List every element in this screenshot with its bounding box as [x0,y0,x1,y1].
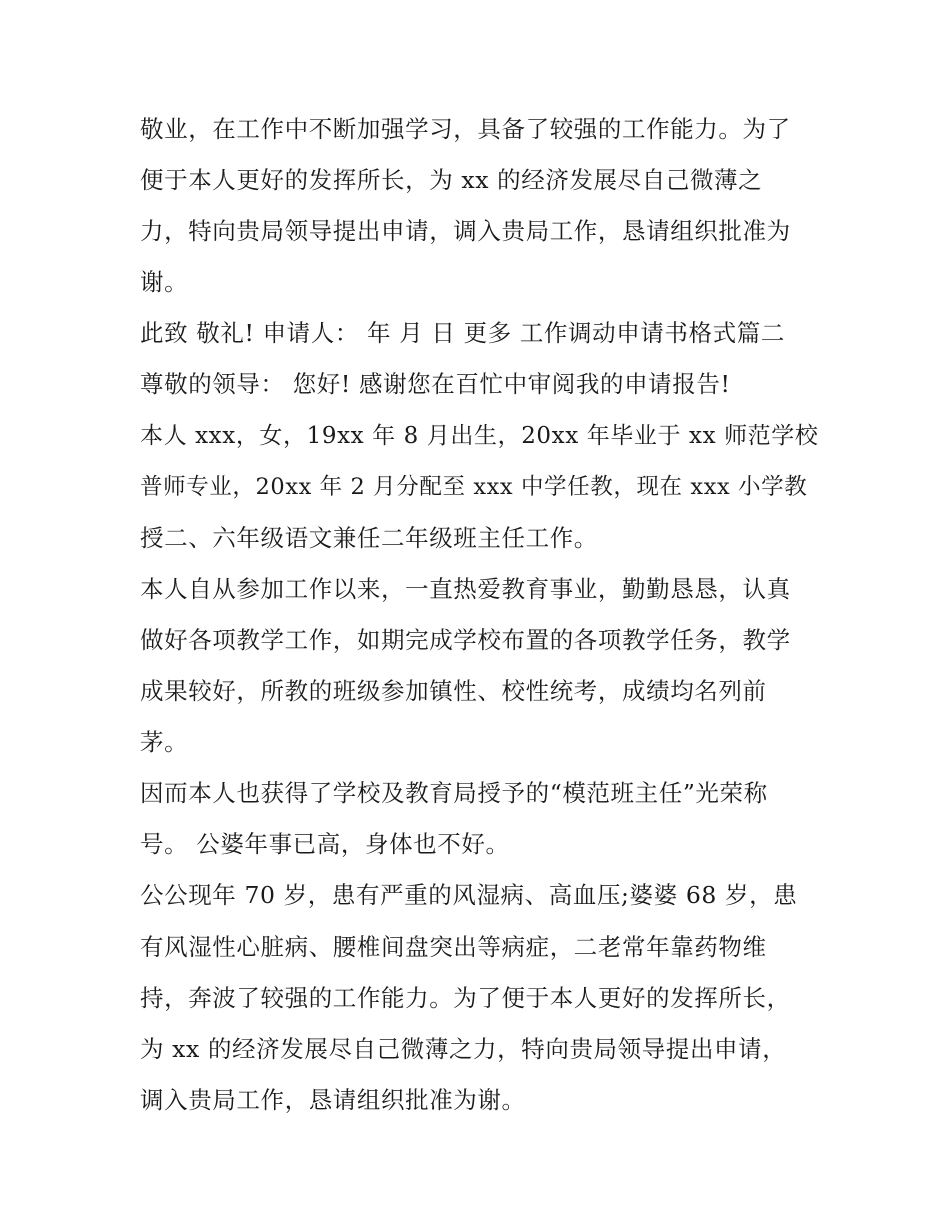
text-line: 敬业，在工作中不断加强学习，具备了较强的工作能力。为了 [140,115,791,143]
text-line: 为 xx 的经济发展尽自己微薄之力，特向贵局领导提出申请， [140,1034,787,1063]
text-line: 授二、六年级语文兼任二年级班主任工作。 [140,523,598,552]
text-line: 此致 敬礼! 申请人： 年 月 日 更多 工作调动申请书格式篇二 [140,319,785,348]
text-line: 调入贵局工作，恳请组织批准为谢。 [140,1085,526,1114]
text-line: 茅。 [140,728,189,757]
text-line: 普师专业，20xx 年 2 月分配至 xxx 中学任教，现在 xxx 小学教 [140,473,808,500]
text-line: 持，奔波了较强的工作能力。为了便于本人更好的发挥所长， [140,983,791,1012]
document-body [140,104,820,1126]
text-line: 力，特向贵局领导提出申请，调入贵局工作，恳请组织批准为 [140,217,791,246]
text-line: 有风湿性心脏病、腰椎间盘突出等病症，二老常年靠药物维 [140,932,767,961]
text-line: 号。 公婆年事已高，身体也不好。 [140,830,510,859]
text-line: 本人自从参加工作以来，一直热爱教育事业，勤勤恳恳，认真 [140,574,791,603]
text-line: 便于本人更好的发挥所长，为 xx 的经济发展尽自己微薄之 [140,166,763,195]
text-line: 尊敬的领导： 您好! 感谢您在百忙中审阅我的申请报告! [140,370,731,399]
text-line: 做好各项教学工作，如期完成学校布置的各项教学任务，教学 [140,625,791,654]
text-line: 公公现年 70 岁，患有严重的风湿病、高血压;婆婆 68 岁，患 [140,881,798,910]
text-line: 谢。 [140,268,189,297]
text-line: 本人 xxx，女，19xx 年 8 月出生，20xx 年毕业于 xx 师范学校 [140,422,819,449]
text-line: 成果较好，所教的班级参加镇性、校性统考，成绩均名列前 [140,677,767,706]
text-line: 因而本人也获得了学校及教育局授予的“模范班主任”光荣称 [140,779,768,808]
